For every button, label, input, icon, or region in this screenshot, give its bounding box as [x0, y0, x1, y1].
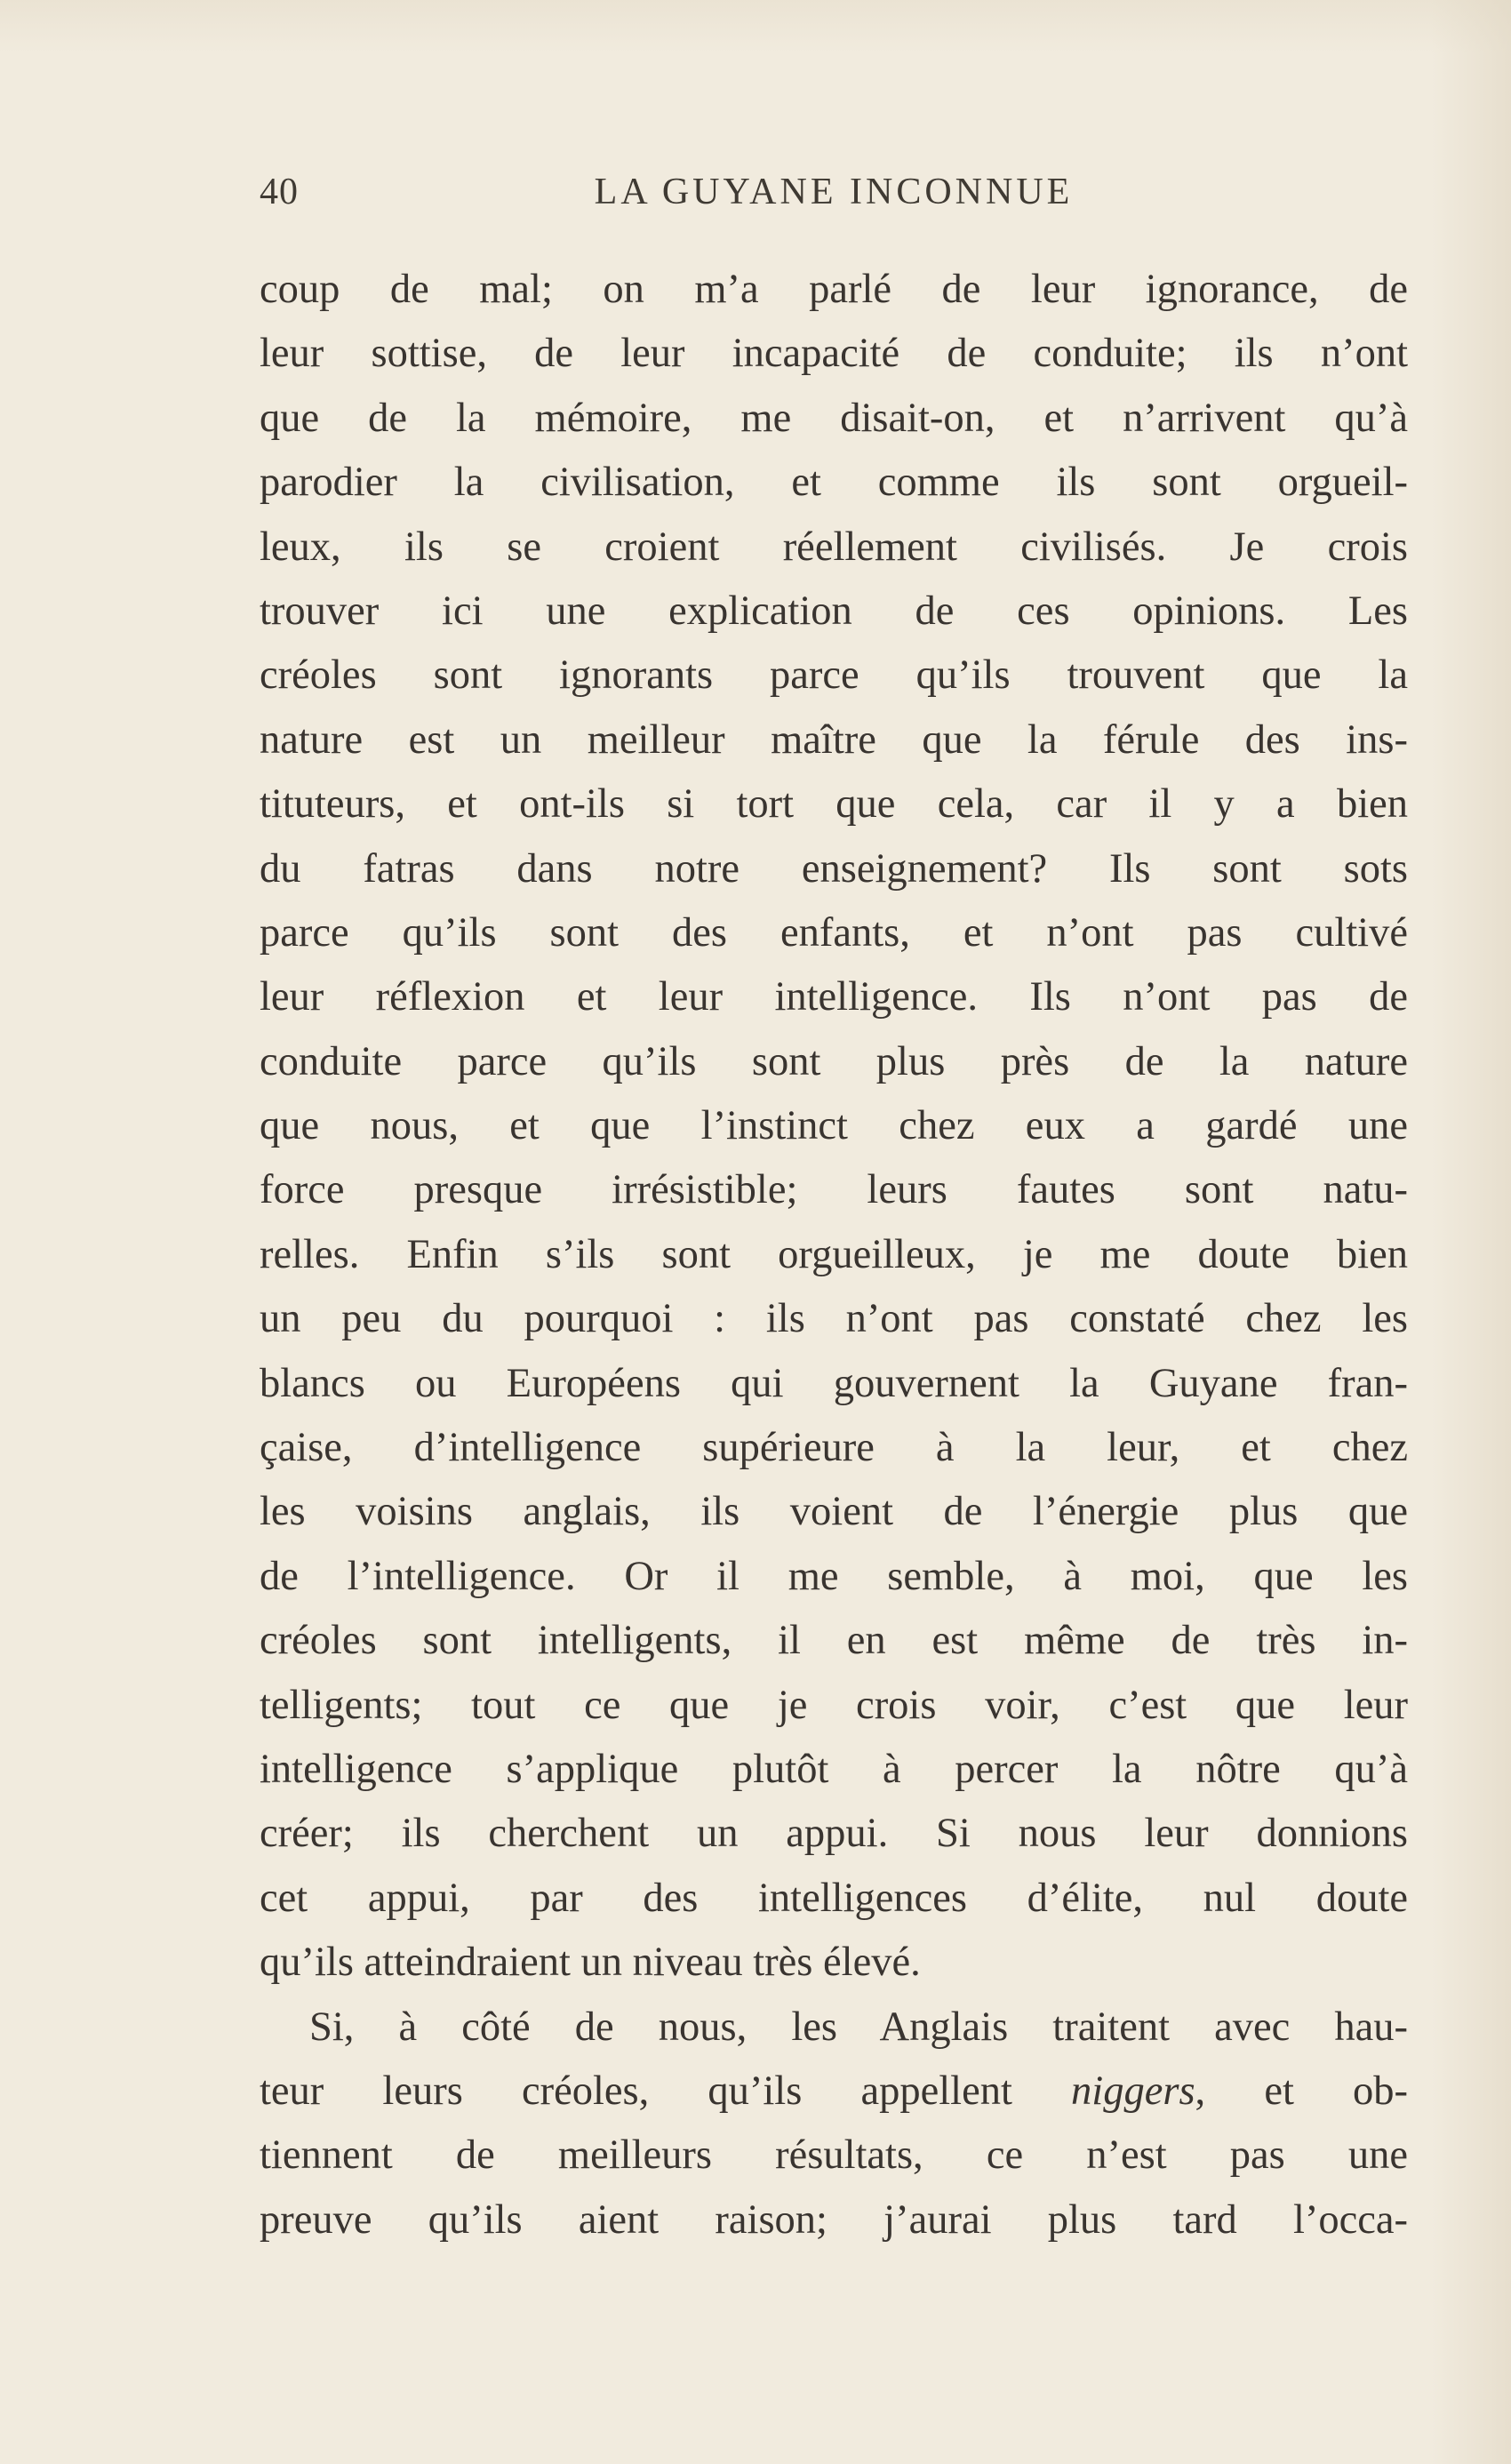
text-line: parce qu’ils sont des enfants, et n’ont pas cultivé [260, 909, 1408, 956]
paragraph [260, 1996, 1408, 2253]
text-line: nature est un meilleur maître que la férule des ins- [260, 716, 1408, 763]
text-line: blancs ou Européens qui gouvernent la Guyane fran- [260, 1360, 1408, 1406]
text-line: cet appui, par des intelligences d’élite, nul doute [260, 1875, 1408, 1921]
text-line: leur sottise, de leur incapacité de conduite; ils n’ont [260, 331, 1408, 377]
text-line: créoles sont ignorants parce qu’ils trouvent que la [260, 652, 1408, 699]
text-line: Si, à côté de nous, les Anglais traitent avec hau- [309, 2004, 1408, 2050]
text-line: telligents; tout ce que je crois voir, c’est que leur [260, 1682, 1408, 1728]
text-line: conduite parce qu’ils sont plus près de la nature [260, 1038, 1408, 1084]
text-segment: , et ob- [1195, 2068, 1409, 2114]
body-text [260, 258, 1408, 2252]
italic-word: niggers [1071, 2068, 1195, 2114]
text-line: que de la mémoire, me disait-on, et n’arrivent qu’à [260, 395, 1408, 441]
text-line: tituteurs, et ont-ils si tort que cela, car il y a bien [260, 781, 1408, 828]
text-line: tiennent de meilleurs résultats, ce n’est pas une [260, 2132, 1408, 2179]
text-line: leur réflexion et leur intelligence. Ils n’ont pas de [260, 974, 1408, 1020]
text-line: preuve qu’ils aient raison; j’aurai plus tard l’occa- [260, 2196, 1408, 2243]
text-line: de l’intelligence. Or il me semble, à moi, que les [260, 1553, 1408, 1599]
text-line: qu’ils atteindraient un niveau très élevé. [260, 1940, 921, 1986]
text-line: çaise, d’intelligence supérieure à la leur, et chez [260, 1425, 1408, 1471]
text-line: relles. Enfin s’ils sont orgueilleux, je me doute bien [260, 1231, 1408, 1277]
running-header [260, 171, 1408, 224]
scan-shadow-top [0, 0, 1511, 53]
scan-shadow-right [1431, 0, 1511, 2464]
text-line: un peu du pourquoi : ils n’ont pas constaté chez les [260, 1296, 1408, 1342]
page-number: 40 [260, 172, 299, 212]
text-line: coup de mal; on m’a parlé de leur ignorance, de [260, 267, 1408, 312]
text-line: intelligence s’applique plutôt à percer la nôtre qu’à [260, 1746, 1408, 1792]
text-line [260, 2060, 1408, 2124]
text-line: trouver ici une explication de ces opinions. Les [260, 588, 1408, 634]
text-line: les voisins anglais, ils voient de l’énergie plus que [260, 1489, 1408, 1535]
text-line: force presque irrésistible; leurs fautes sont natu- [260, 1167, 1408, 1213]
text-line: que nous, et que l’instinct chez eux a gardé une [260, 1103, 1408, 1149]
paragraph [260, 258, 1408, 1996]
text-line: du fatras dans notre enseignement? Ils sont sots [260, 845, 1408, 892]
text-segment: teur leurs créoles, qu’ils appellent [260, 2068, 1072, 2114]
text-line: créer; ils cherchent un appui. Si nous leur donnions [260, 1811, 1408, 1857]
text-line: parodier la civilisation, et comme ils sont orgueil- [260, 460, 1408, 506]
text-line: leux, ils se croient réellement civilisés. Je crois [260, 524, 1408, 570]
text-line: créoles sont intelligents, il en est même de très in- [260, 1618, 1408, 1664]
running-title: LA GUYANE INCONNUE [594, 172, 1074, 212]
